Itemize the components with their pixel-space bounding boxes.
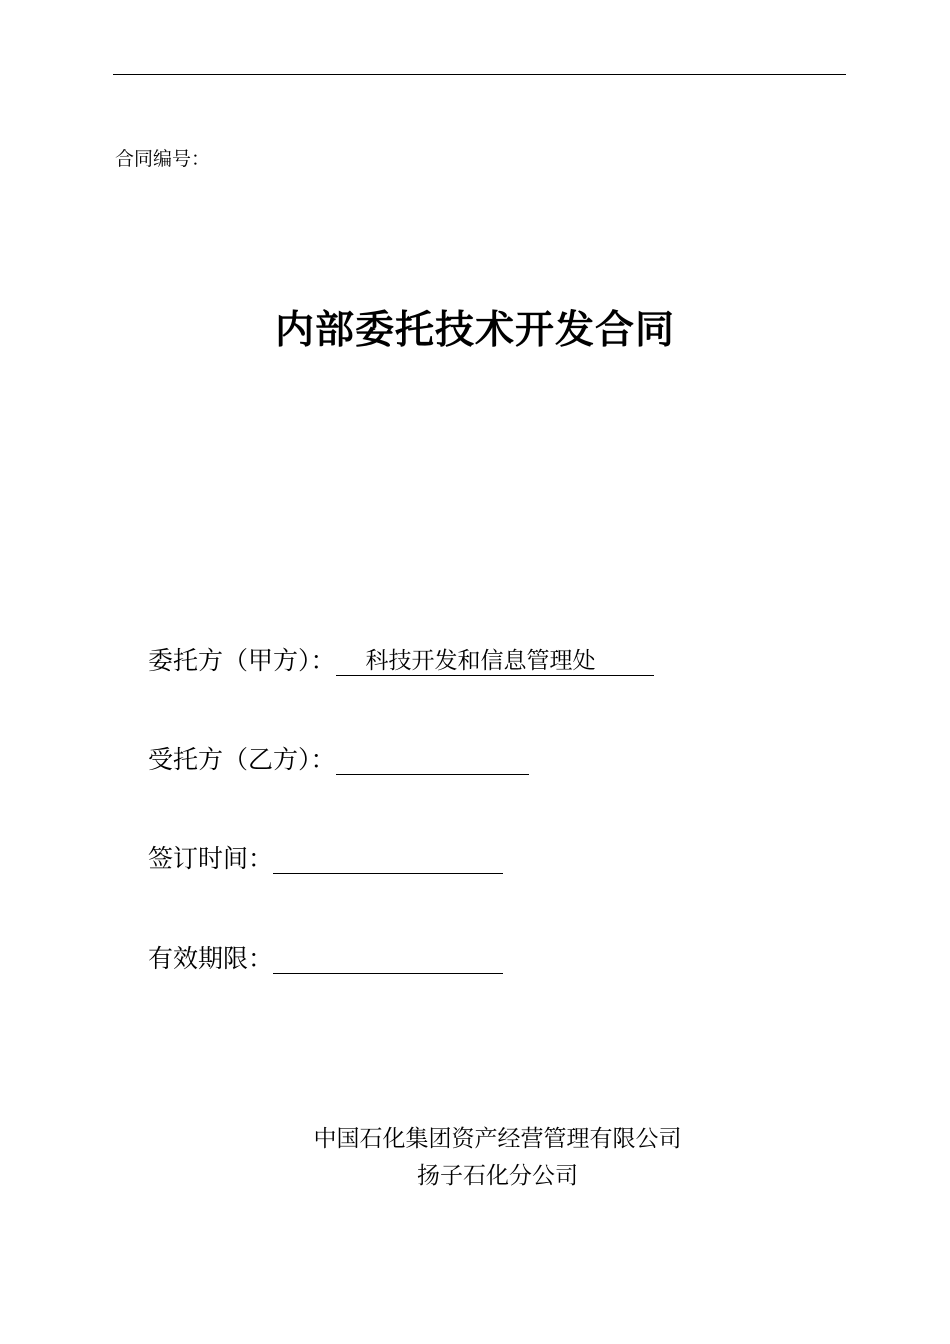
agent-label: 受托方（乙方）： <box>148 745 336 774</box>
contract-number-label: 合同编号： <box>115 148 211 170</box>
agent-value-blank <box>336 744 529 775</box>
company-name-line-2: 扬子石化分公司 <box>417 1163 578 1189</box>
principal-value: 科技开发和信息管理处 <box>336 646 654 676</box>
validity-period-value-blank <box>273 943 503 974</box>
principal-label: 委托方（甲方）： <box>148 646 336 675</box>
validity-period-label: 有效期限： <box>148 944 274 973</box>
company-name-line-1: 中国石化集团资产经营管理有限公司 <box>313 1126 682 1152</box>
principal-field <box>148 644 654 678</box>
agent-field <box>148 743 529 777</box>
validity-period-field <box>148 942 503 976</box>
signing-time-value-blank <box>273 843 503 874</box>
header-rule <box>113 74 846 75</box>
document-title: 内部委托技术开发合同 <box>274 308 675 353</box>
signing-time-label: 签订时间： <box>148 844 274 873</box>
signing-time-field <box>148 842 503 876</box>
